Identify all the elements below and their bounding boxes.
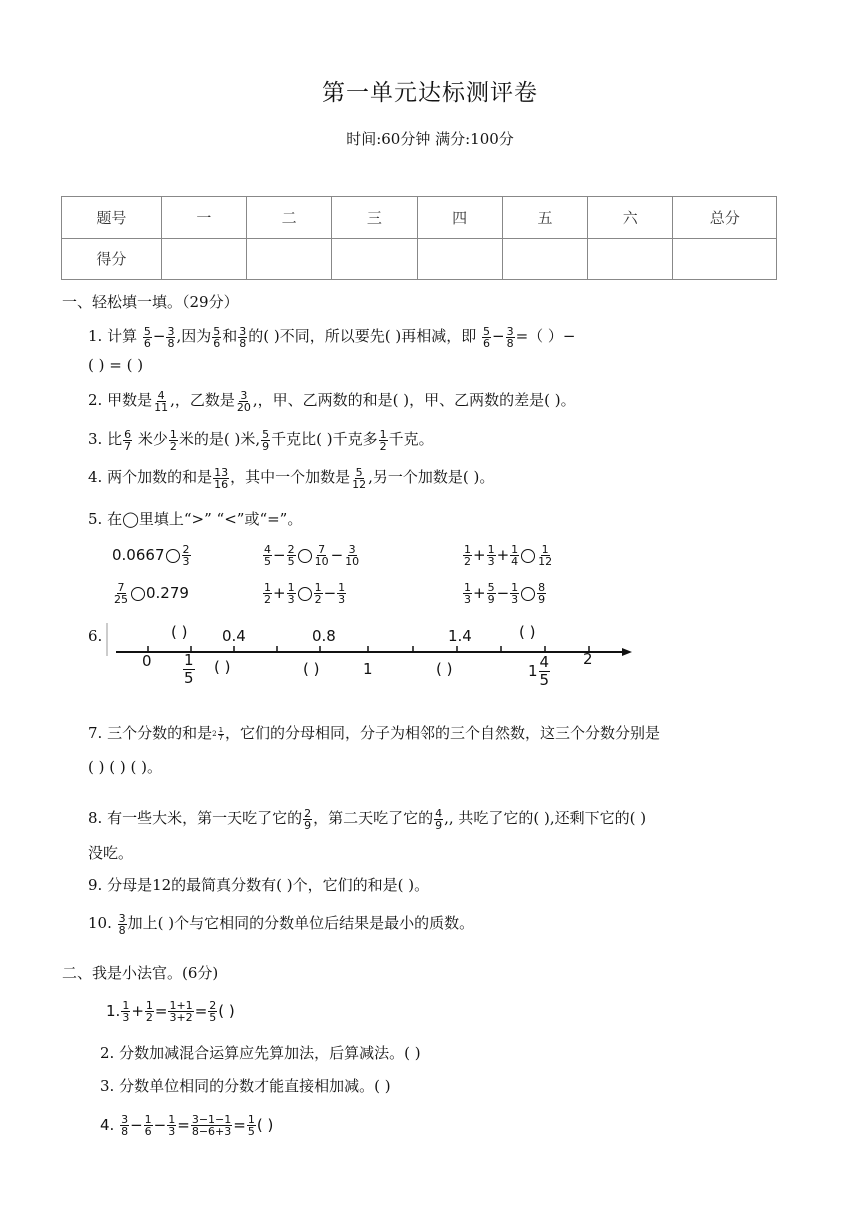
fraction: $\frac{4}{11}$ [154,388,169,414]
question-9: 9. 分母是12的最简真分数有( )个，它们的和是( )。 [88,876,430,894]
fraction: $\frac{5}{6}$ [143,324,151,350]
question-4: 4. 两个加数的和是 $\frac{13}{16}$ ，其中一个加数是 $\frac{5}{12}$ ,另一个加数是( )。 [88,465,495,491]
compare-circle[interactable] [521,549,535,563]
score-input-cell[interactable] [332,238,417,280]
tick-label: 1.4 [448,627,472,645]
table-cell: 四 [417,197,502,239]
compare-item: $\frac{7}{25}$ 0.279 [114,581,189,606]
fraction: $\frac{3}{8}$ [167,324,175,350]
table-cell: 二 [246,197,331,239]
compare-item: $\frac{4}{5}$ − $\frac{2}{5}$ $\frac{7}{10}$ − $\frac{3}{10}$ [264,543,360,568]
question-6-label: 6. [88,627,103,645]
score-input-cell[interactable] [417,238,502,280]
judge-item-3: 3. 分数单位相同的分数才能直接相加减。( ) [100,1077,391,1095]
fraction: $\frac{13}{16}$ [214,465,229,491]
score-input-cell[interactable] [588,238,673,280]
blank-label[interactable]: ( ) [436,660,453,678]
compare-circle[interactable] [131,587,145,601]
question-7: 7. 三个分数的和是2 $\frac{1}{7}$ ，它们的分母相同，分子为相邻的三个自然数，这三个分数分别是 [88,724,661,742]
tick-label: 0.8 [312,627,336,645]
tick-fraction-label: $\frac{1}{5}$ [184,651,194,687]
compare-item: $\frac{1}{3}$ + $\frac{5}{9}$ − $\frac{1}{3}$ $\frac{8}{9}$ [464,581,546,606]
compare-circle[interactable] [521,587,535,601]
tick-label: 0.4 [222,627,246,645]
fraction: $\frac{5}{9}$ [262,427,270,453]
compare-circle[interactable] [298,549,312,563]
question-1: 1. 计算 $\frac{5}{6}$ − $\frac{3}{8}$ ,因为 $\frac{5}{6}$ 和 $\frac{3}{8}$ 的( )不同，所以要先( )再相减，即 $\frac{5}{6}$ − $\frac{3}{8}$ =（ ）− [88,324,576,350]
blank-label[interactable]: ( ) [303,660,320,678]
tick-label: 1 [363,660,373,678]
fraction: $\frac{6}{7}$ [124,427,132,453]
fraction: $\frac{5}{12}$ [352,465,367,491]
score-input-cell[interactable] [673,238,777,280]
table-cell: 总分 [673,197,777,239]
blank-label[interactable]: ( ) [214,658,231,676]
question-8-line-2: 没吃。 [88,844,134,862]
question-5: 5. 在◯里填上“>” “<”或“=”。 [88,510,303,528]
table-cell: 六 [588,197,673,239]
score-table [61,196,777,280]
fraction: $\frac{3}{8}$ [506,324,514,350]
blank-label[interactable]: ( ) [519,623,536,641]
compare-item: $\frac{1}{2}$ + $\frac{1}{3}$ + $\frac{1}{4}$ $\frac{1}{12}$ [464,543,553,568]
fraction: $\frac{5}{6}$ [482,324,490,350]
tick-label: 2 [583,650,593,668]
question-1-line-2: ( ) = ( ) [88,356,144,374]
section-1-title: 一、轻松填一填。（29分） [62,293,239,311]
score-table-header-row [62,197,777,239]
blank-label[interactable]: ( ) [171,623,188,641]
question-10: 10. $\frac{3}{8}$ 加上( )个与它相同的分数单位后结果是最小的质数。 [88,911,475,937]
table-cell: 五 [502,197,587,239]
section-2-title: 二、我是小法官。(6分) [62,964,219,982]
compare-circle[interactable] [166,549,180,563]
judge-item-2: 2. 分数加减混合运算应先算加法，后算减法。( ) [100,1044,421,1062]
tick-mixed-label: 1 $\frac{4}{5}$ [528,653,550,689]
compare-item: 0.0667 $\frac{2}{3}$ [112,543,190,568]
table-cell: 题号 [62,197,162,239]
table-cell: 得分 [62,238,162,280]
question-2: 2. 甲数是 $\frac{4}{11}$ ,，乙数是 $\frac{3}{20}$ ,，甲、乙两数的和是( )，甲、乙两数的差是( )。 [88,388,576,414]
question-7-line-2: ( ) ( ) ( )。 [88,758,162,776]
table-cell: 一 [161,197,246,239]
judge-item-4: 4. $\frac{3}{8}$ − $\frac{1}{6}$ − $\frac{1}{3}$ = $\frac{3-1-1}{8-6+3}$ = $\frac{1}{5}$ ( ) [100,1113,274,1138]
tick-label: 0 [142,652,152,670]
score-table-score-row [62,238,777,280]
fraction: $\frac{1}{2}$ [379,427,387,453]
judge-item-1: 1. $\frac{1}{3}$ + $\frac{1}{2}$ = $\frac{1+1}{3+2}$ = $\frac{2}{5}$ ( ) [106,999,235,1024]
answer-blank[interactable]: ( ) [218,1002,235,1020]
fraction: $\frac{3}{8}$ [239,324,247,350]
table-cell: 三 [332,197,417,239]
fraction: $\frac{5}{6}$ [213,324,221,350]
exam-info: 时间:60分钟 满分:100分 [346,130,514,148]
fraction: $\frac{1}{2}$ [169,427,177,453]
answer-blank[interactable]: ( ) [256,1116,274,1134]
score-input-cell[interactable] [246,238,331,280]
fraction: $\frac{3}{20}$ [236,388,251,414]
compare-circle[interactable] [298,587,312,601]
score-input-cell[interactable] [502,238,587,280]
question-3: 3. 比 $\frac{6}{7}$ 米少 $\frac{1}{2}$ 米的是( )米, $\frac{5}{9}$ 千克比( )千克多 $\frac{1}{2}$ 千克。 [88,427,434,453]
arrow-head [622,648,632,656]
page-title: 第一单元达标测评卷 [322,80,538,106]
compare-item: $\frac{1}{2}$ + $\frac{1}{3}$ $\frac{1}{2}$ − $\frac{1}{3}$ [264,581,346,606]
question-8: 8. 有一些大米，第一天吃了它的 $\frac{2}{9}$ ，第二天吃了它的 $\frac{4}{9}$ ,, 共吃了它的( ),还剩下它的( ) [88,806,647,832]
score-input-cell[interactable] [161,238,246,280]
